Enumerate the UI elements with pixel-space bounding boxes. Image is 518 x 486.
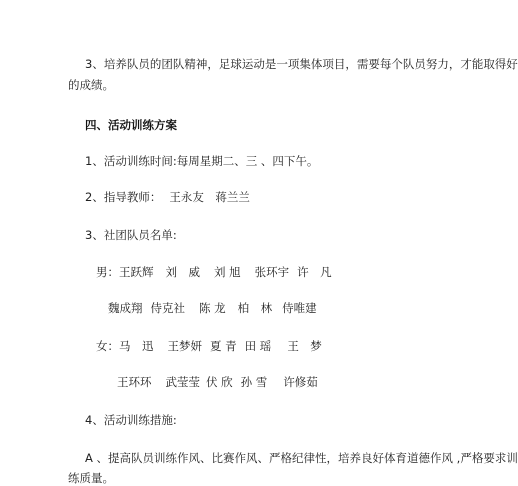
instructor-names: 王永友 蒋兰兰: [169, 190, 250, 204]
member-name: 刘 威: [165, 265, 200, 279]
member-name: 许 凡: [297, 265, 332, 279]
member-name: 孙 雪: [240, 375, 268, 389]
item-2-instructors: [85, 189, 250, 205]
item-2-label: 2、指导教师：: [85, 190, 162, 204]
member-name: 王环环: [117, 375, 152, 389]
member-name: 伏 欣: [206, 375, 233, 389]
boys-row-1: [96, 264, 332, 280]
section-4-heading: 四、活动训练方案: [85, 118, 177, 132]
girls-label: 女：: [96, 339, 119, 353]
member-name: 柏 林: [237, 301, 273, 315]
boys-label: 男：: [96, 265, 119, 279]
paragraph-3-line-2: 的成绩。: [68, 78, 114, 92]
member-name: 张环宇: [254, 265, 290, 279]
boys-row-2: [108, 300, 317, 316]
girls-row-1: [96, 338, 322, 354]
girls-row-2: [117, 374, 318, 390]
item-1-training-time: 1、活动训练时间:每周星期二、三 、四下午。: [85, 154, 319, 168]
member-name: 王 梦: [287, 339, 322, 353]
member-name: 王跃辉: [119, 265, 154, 279]
item-4-training-measures: 4、活动训练措施:: [85, 413, 177, 427]
member-name: 魏成翔: [108, 301, 143, 315]
member-name: 王梦妍: [167, 339, 202, 353]
member-name: 侍唯建: [282, 301, 317, 315]
member-name: 陈 龙: [199, 301, 226, 315]
paragraph-3-line-1: 3、培养队员的团队精神，足球运动是一项集体项目，需要每个队员努力，才能取得好: [85, 57, 518, 71]
member-name: 侍克社: [150, 301, 185, 315]
member-name: 刘 旭: [214, 265, 241, 279]
member-name: 田 瑶: [244, 339, 272, 353]
member-name: 武莹莹: [165, 375, 200, 389]
member-name: 马 迅: [119, 339, 154, 353]
member-name: 夏 青: [210, 339, 237, 353]
member-name: 许修茹: [283, 375, 318, 389]
item-a-line-2: 练质量。: [68, 471, 114, 485]
item-3-member-list: 3、社团队员名单:: [85, 228, 177, 242]
item-a-line-1: A 、提高队员训练作风、比赛作风、严格纪律性，培养良好体育道德作风 ,严格要求训: [85, 451, 518, 465]
